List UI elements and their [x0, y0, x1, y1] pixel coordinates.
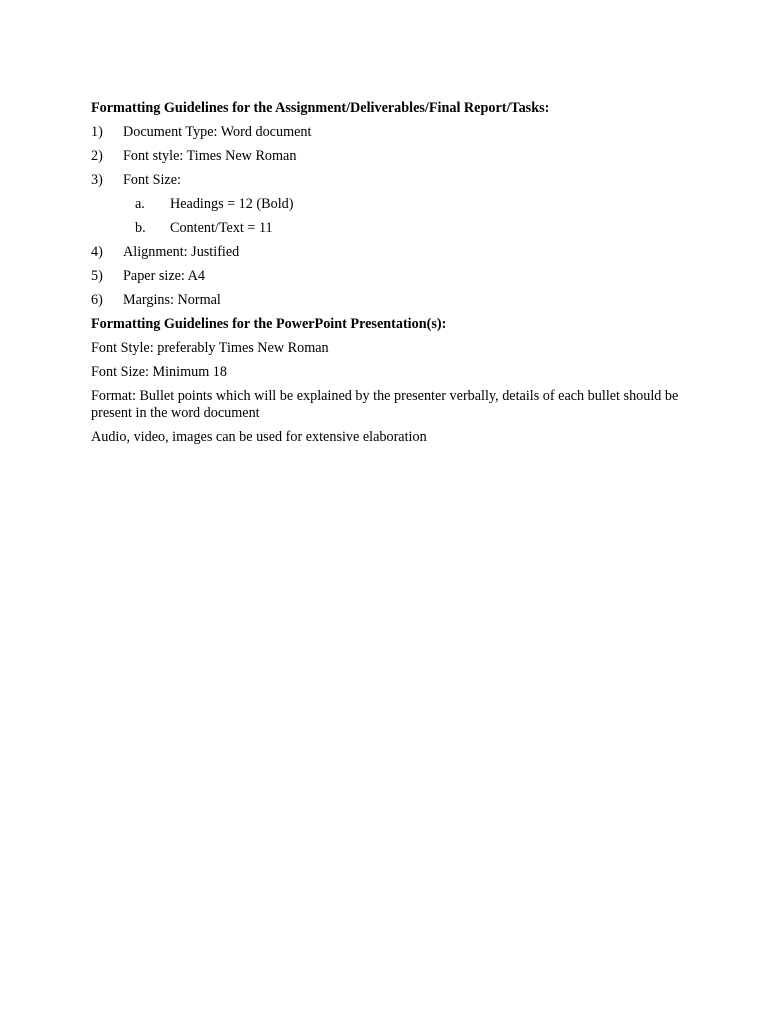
- list-number: 3): [91, 172, 103, 188]
- section-heading-assignment: Formatting Guidelines for the Assignment/Deliverables/Final Report/Tasks:: [91, 100, 550, 116]
- sub-list-letter: a.: [135, 196, 145, 212]
- sub-list-item-text: Content/Text = 11: [170, 220, 273, 236]
- paragraph-font-size: Font Size: Minimum 18: [91, 364, 227, 380]
- list-item-font-size: [91, 172, 681, 189]
- list-item-paper-size: [91, 268, 681, 285]
- sub-list-item-headings: [135, 196, 681, 213]
- list-item-text: Paper size: A4: [123, 268, 205, 284]
- paragraph-media: Audio, video, images can be used for extensive elaboration: [91, 429, 427, 445]
- list-item-text: Font Size:: [123, 172, 181, 188]
- list-item-alignment: [91, 244, 681, 261]
- list-item-text: Document Type: Word document: [123, 124, 312, 140]
- list-number: 1): [91, 124, 103, 140]
- list-number: 5): [91, 268, 103, 284]
- sub-list-item-text: Headings = 12 (Bold): [170, 196, 294, 212]
- list-number: 2): [91, 148, 103, 164]
- list-item-text: Font style: Times New Roman: [123, 148, 297, 164]
- paragraph-font-style: Font Style: preferably Times New Roman: [91, 340, 329, 356]
- sub-list-item-content: [135, 220, 681, 237]
- document-content: [91, 100, 681, 453]
- list-item-margins: [91, 292, 681, 309]
- list-number: 4): [91, 244, 103, 260]
- paragraph-format: Format: Bullet points which will be explained by the presenter verbally, details of each bullet should be present in the word document: [91, 388, 679, 421]
- list-item-text: Margins: Normal: [123, 292, 221, 308]
- list-number: 6): [91, 292, 103, 308]
- list-item-text: Alignment: Justified: [123, 244, 240, 260]
- sub-list-letter: b.: [135, 220, 146, 236]
- section-heading-powerpoint: Formatting Guidelines for the PowerPoint Presentation(s):: [91, 316, 447, 332]
- list-item-font-style: [91, 148, 681, 165]
- list-item-document-type: [91, 124, 681, 141]
